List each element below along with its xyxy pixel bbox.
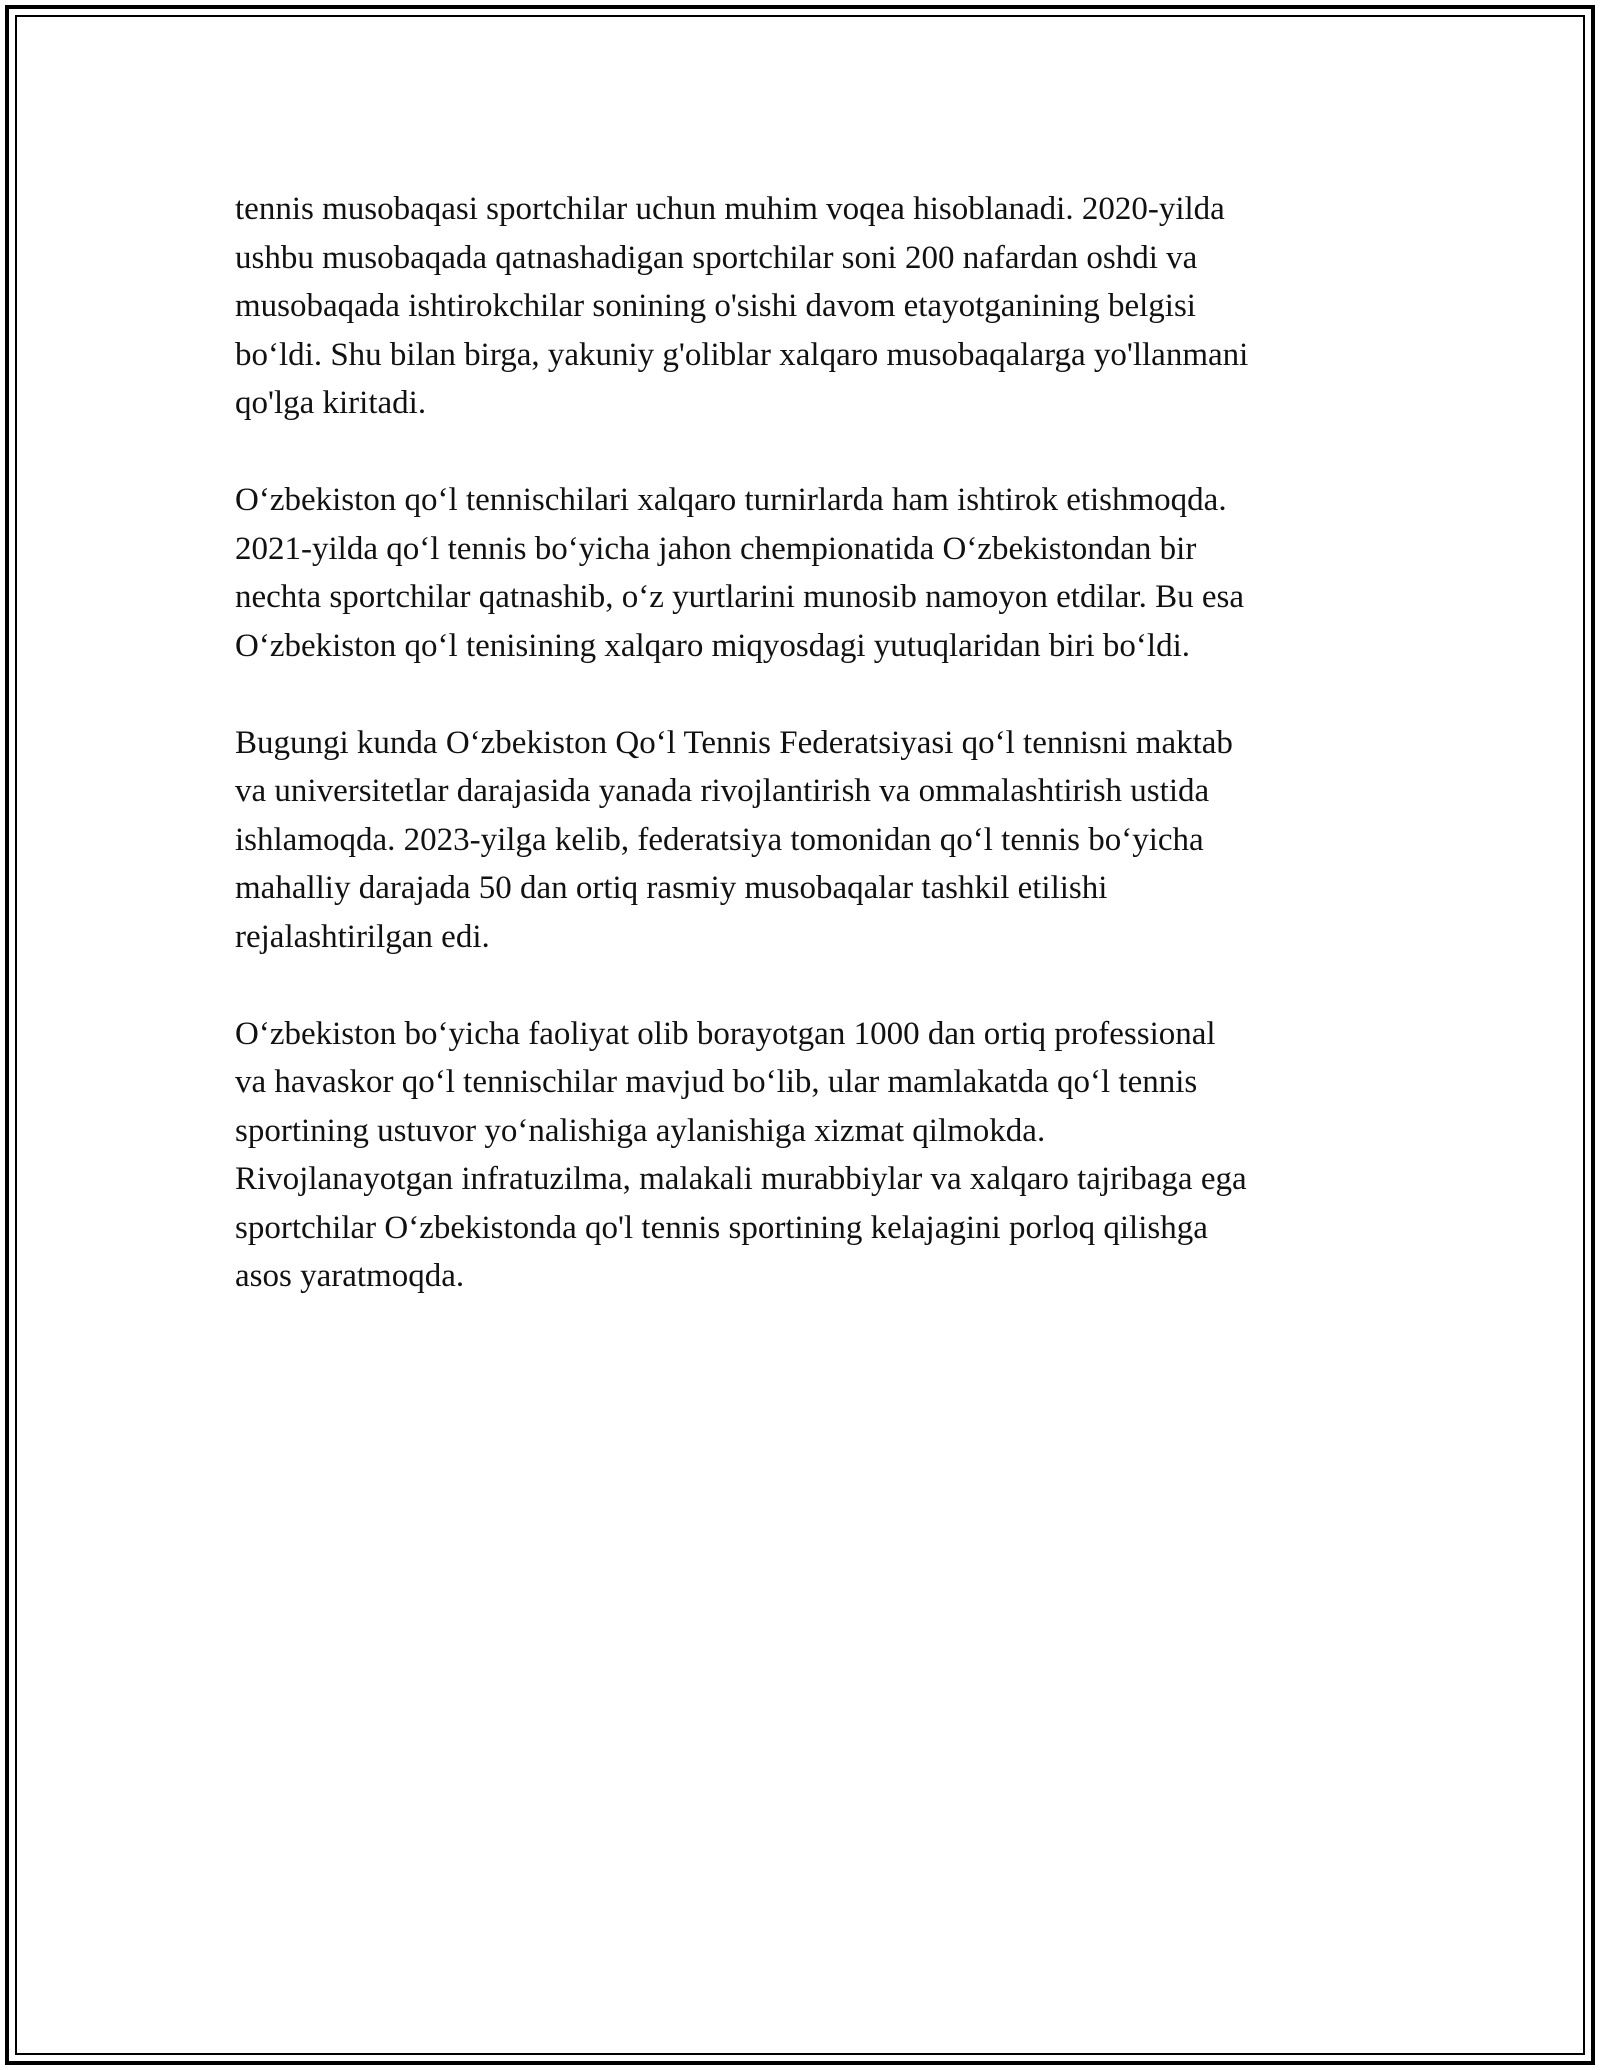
paragraph-4: O‘zbekiston bo‘yicha faoliyat olib borayotgan 1000 dan ortiq professional va havaskor qo‘l tennischilar mavjud bo‘lib, ular mamlakatda qo‘l tennis sportining ustuvor yo‘nalishiga aylanishiga xizmat qilmokda. Rivojlanayotgan infratuzilma, malakali murabbiylar va xalqaro tajribaga ega sportchilar O‘zbekistonda qo'l tennis sportining kelajagini porloq qilishga asos yaratmoqda. xyxy=(235,1015,1247,1294)
document-body xyxy=(235,185,1385,1349)
paragraph-3: Bugungi kunda O‘zbekiston Qo‘l Tennis Federatsiyasi qo‘l tennisni maktab va universitetlar darajasida yanada rivojlantirish va ommalashtirish ustida ishlamoqda. 2023-yilga kelib, federatsiya tomonidan qo‘l tennis bo‘yicha mahalliy darajada 50 dan ortiq rasmiy musobaqalar tashkil etilishi rejalashtirilgan edi. xyxy=(235,724,1233,955)
paragraph-1: tennis musobaqasi sportchilar uchun muhim voqea hisoblanadi. 2020-yilda ushbu musobaqada qatnashadigan sportchilar soni 200 nafardan oshdi va musobaqada ishtirokchilar sonining o'sishi davom etayotganining belgisi bo‘ldi. Shu bilan birga, yakuniy g'oliblar xalqaro musobaqalarga yo'llanmani qo'lga kiritadi. xyxy=(235,191,1249,421)
paragraph-2: O‘zbekiston qo‘l tennischilari xalqaro turnirlarda ham ishtirok etishmoqda. 2021-yilda qo‘l tennis bo‘yicha jahon chempionatida O‘zbekistondan bir nechta sportchilar qatnashib, o‘z yurtlarini munosib namoyon etdilar. Bu esa O‘zbekiston qo‘l tenisining xalqaro miqyosdagi yutuqlaridan biri bo‘ldi. xyxy=(235,482,1244,664)
